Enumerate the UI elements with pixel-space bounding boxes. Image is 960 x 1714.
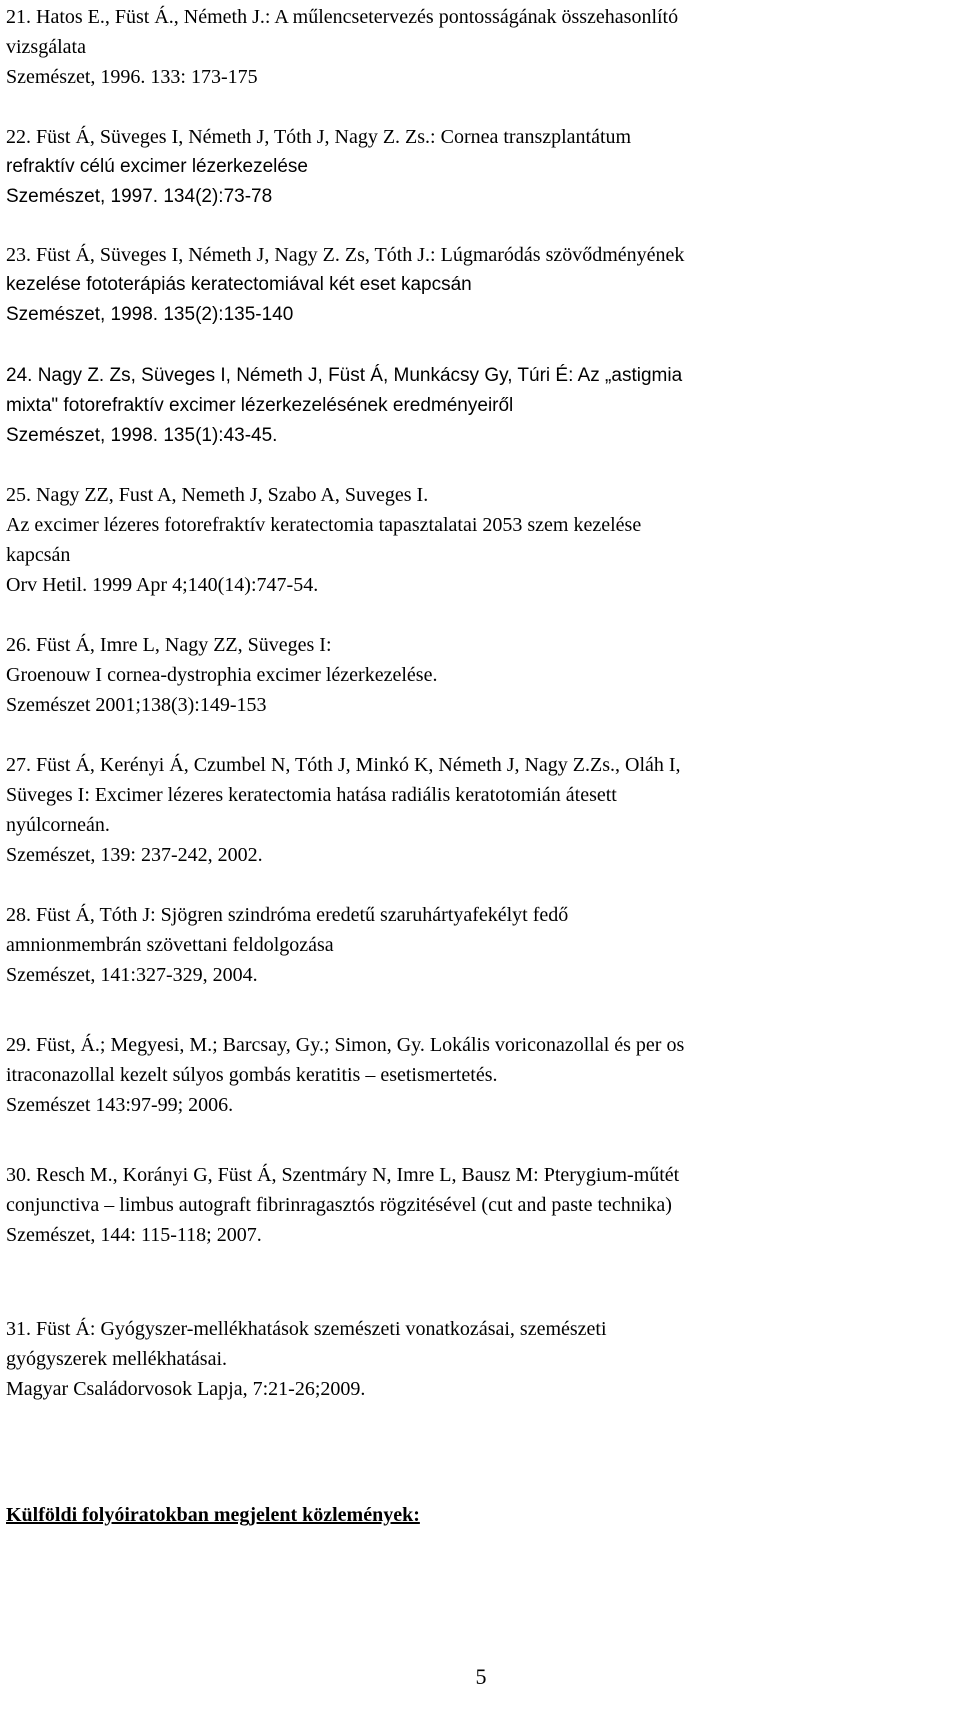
reference-line: Szemészet 143:97-99; 2006.: [6, 1094, 234, 1116]
reference-line: 22. Füst Á, Süveges I, Németh J, Tóth J, Nagy Z. Zs.: Cornea transzplantátum: [6, 126, 632, 148]
reference-line: 21. Hatos E., Füst Á., Németh J.: A műlencsetervezés pontosságának összehasonlító: [6, 6, 679, 28]
reference-line: Szemészet, 1998. 135(2):135-140: [6, 304, 294, 325]
reference-entry-27: [6, 750, 956, 870]
reference-entry-24: [6, 361, 956, 451]
reference-line: 31. Füst Á: Gyógyszer-mellékhatások szemészeti vonatkozásai, szemészeti: [6, 1318, 607, 1340]
reference-entry-21: [6, 2, 956, 92]
reference-line: kezelése fototerápiás keratectomiával két eset kapcsán: [6, 274, 472, 295]
reference-line: nyúlcorneán.: [6, 814, 110, 836]
reference-line: Szemészet, 1998. 135(1):43-45.: [6, 425, 278, 446]
reference-line: 30. Resch M., Korányi G, Füst Á, Szentmáry N, Imre L, Bausz M: Pterygium-műtét: [6, 1164, 680, 1186]
reference-line: mixta" fotorefraktív excimer lézerkezelésének eredményeiről: [6, 395, 514, 416]
reference-entry-26: [6, 630, 956, 720]
reference-entry-25: [6, 480, 956, 600]
reference-entry-23: [6, 240, 956, 330]
section-heading: Külföldi folyóiratokban megjelent közlemények:: [6, 1504, 420, 1526]
reference-line: Szemészet, 1997. 134(2):73-78: [6, 186, 273, 207]
reference-entry-31: [6, 1314, 956, 1404]
reference-entry-29: [6, 1030, 956, 1120]
reference-line: gyógyszerek mellékhatásai.: [6, 1348, 228, 1370]
reference-line: vizsgálata: [6, 36, 86, 58]
reference-line: Magyar Családorvosok Lapja, 7:21-26;2009.: [6, 1378, 366, 1400]
reference-entry-22: [6, 122, 956, 212]
reference-line: 28. Füst Á, Tóth J: Sjögren szindróma eredetű szaruhártyafekélyt fedő: [6, 904, 569, 926]
reference-line: Szemészet 2001;138(3):149-153: [6, 694, 267, 716]
reference-line: 27. Füst Á, Kerényi Á, Czumbel N, Tóth J, Minkó K, Németh J, Nagy Z.Zs., Oláh I,: [6, 754, 681, 776]
reference-line: Groenouw I cornea-dystrophia excimer lézerkezelése.: [6, 664, 438, 686]
reference-line: amnionmembrán szövettani feldolgozása: [6, 934, 334, 956]
reference-line: Szemészet, 1996. 133: 173-175: [6, 66, 258, 88]
reference-line: Szemészet, 141:327-329, 2004.: [6, 964, 258, 986]
reference-line: Az excimer lézeres fotorefraktív keratectomia tapasztalatai 2053 szem kezelése: [6, 514, 642, 536]
reference-line: 26. Füst Á, Imre L, Nagy ZZ, Süveges I:: [6, 634, 332, 656]
reference-line: 29. Füst, Á.; Megyesi, M.; Barcsay, Gy.; Simon, Gy. Lokális voriconazollal és per os: [6, 1034, 685, 1056]
reference-line: Szemészet, 144: 115-118; 2007.: [6, 1224, 262, 1246]
reference-line: kapcsán: [6, 544, 71, 566]
reference-line: Szemészet, 139: 237-242, 2002.: [6, 844, 263, 866]
reference-line: 24. Nagy Z. Zs, Süveges I, Németh J, Füst Á, Munkácsy Gy, Túri É: Az „astigmia: [6, 365, 683, 386]
reference-entry-28: [6, 900, 956, 990]
reference-line: Orv Hetil. 1999 Apr 4;140(14):747-54.: [6, 574, 319, 596]
reference-line: 23. Füst Á, Süveges I, Németh J, Nagy Z. Zs, Tóth J.: Lúgmaródás szövődményének: [6, 244, 685, 266]
reference-line: refraktív célú excimer lézerkezelése: [6, 156, 308, 177]
reference-line: [6, 240, 956, 270]
reference-line: Süveges I: Excimer lézeres keratectomia hatása radiális keratotomián átesett: [6, 784, 617, 806]
page-number: 5: [475, 1664, 487, 1689]
reference-line: conjunctiva – limbus autograft fibrinragasztós rögzitésével (cut and paste technika): [6, 1194, 672, 1216]
reference-line: itraconazollal kezelt súlyos gombás keratitis – esetismertetés.: [6, 1064, 498, 1086]
reference-entry-30: [6, 1160, 956, 1250]
reference-line: 25. Nagy ZZ, Fust A, Nemeth J, Szabo A, Suveges I.: [6, 484, 429, 506]
